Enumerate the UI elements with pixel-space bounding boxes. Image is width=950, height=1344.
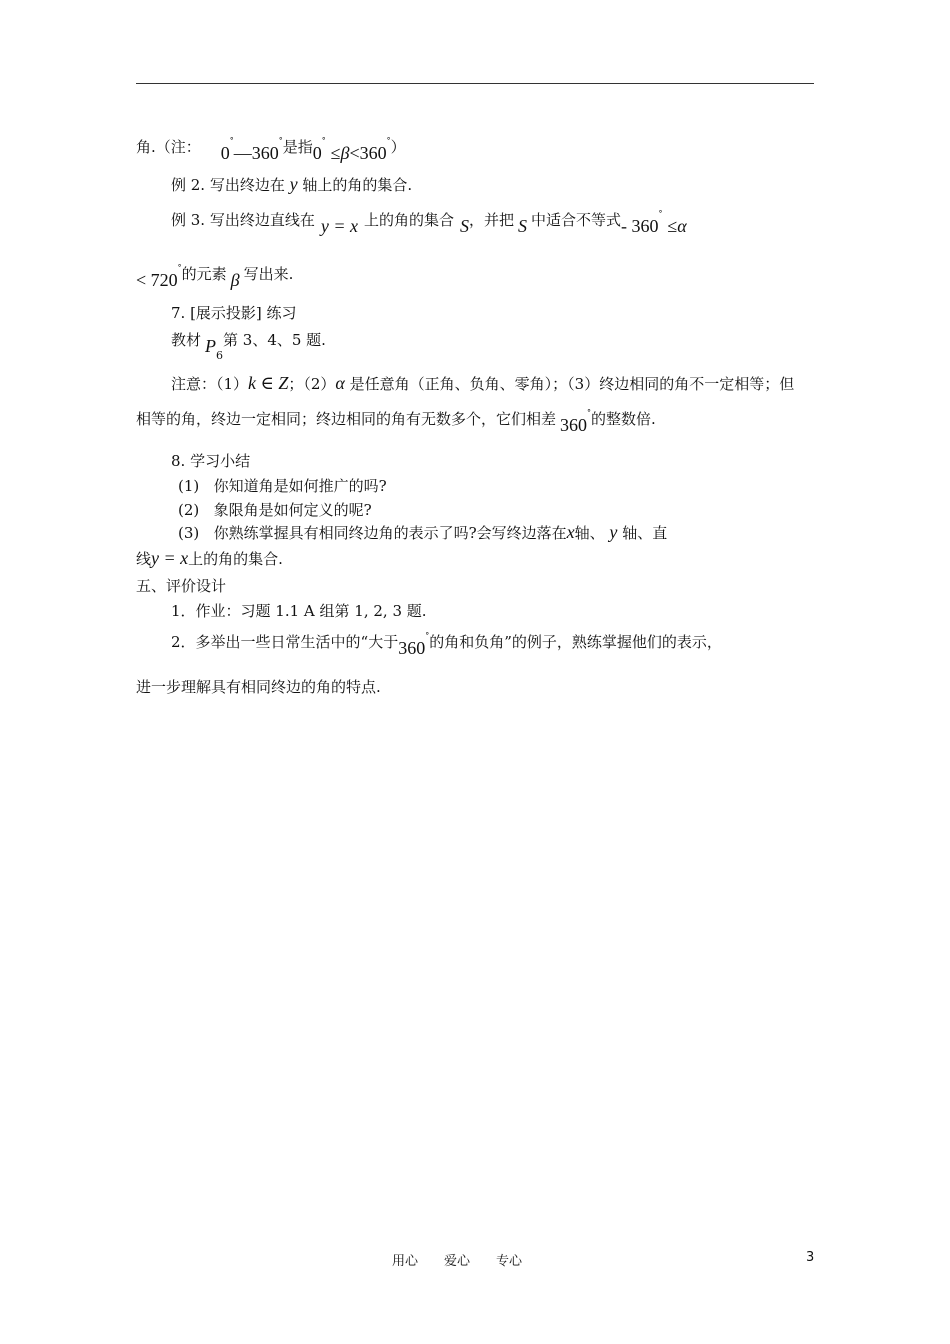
text: 你知道角是如何推广的吗?	[213, 477, 387, 495]
text: 的元素	[181, 265, 227, 283]
math: 6	[216, 349, 224, 362]
math: β	[340, 143, 350, 163]
summary-3-cont	[136, 548, 283, 569]
text: 写出来.	[243, 265, 294, 283]
text: ；（2）	[288, 375, 336, 393]
footer-slogan: 用心 爱心 专心	[392, 1254, 523, 1269]
text: 上的角的集合	[363, 211, 454, 229]
section-5	[136, 576, 226, 596]
math: 360	[398, 638, 426, 658]
math: < 720	[136, 270, 178, 290]
eval-2: 2．多举出一些日常生活中的“大于360°的角和负角”的例子，熟练掌握他们的表示，	[171, 631, 722, 658]
math: y	[289, 174, 298, 194]
text: 进一步理解具有相同终边的角的特点.	[136, 678, 381, 696]
math: β	[230, 270, 240, 290]
text: 轴、直	[622, 524, 668, 542]
math: k ∈ Z	[248, 373, 289, 393]
math: S	[460, 216, 469, 236]
text: 相等的角，终边一定相同；终边相同的角有无数多个，它们相差	[136, 410, 557, 428]
math: —	[233, 143, 252, 163]
text: 轴、	[574, 524, 605, 542]
eval-2-cont	[136, 677, 381, 697]
step-8	[171, 451, 250, 471]
notice-cont: 相等的角，终边一定相同；终边相同的角有无数多个，它们相差 360°的整数倍.	[136, 408, 656, 435]
text: 第 3、4、5 题.	[223, 331, 326, 349]
text: 是任意角（正角、负角、零角）；（3）终边相同的角不一定相等；但	[349, 375, 795, 393]
math: 360	[359, 143, 387, 163]
math: <	[349, 143, 360, 163]
math: α	[335, 373, 345, 393]
math: S	[518, 216, 528, 236]
text: (1)	[178, 477, 200, 495]
text: 1．作业：习题 1.1 A 组第 1, 2, 3 题.	[171, 602, 427, 620]
text: 的角和负角”的例子，熟练掌握他们的表示，	[429, 633, 722, 651]
math: y	[609, 522, 618, 542]
example-3-cont: < 720°的元素 β 写出来.	[136, 263, 294, 290]
math: ≤	[667, 216, 678, 236]
math: - 360	[621, 216, 659, 236]
text: ）	[390, 138, 406, 156]
example-3: 例 3. 写出终边直线在 y = x 上的角的集合 S，并把 S 中适合不等式- 360° ≤α	[171, 209, 687, 236]
math: 0	[220, 143, 230, 163]
page-number: 3	[806, 1250, 815, 1265]
text: 轴上的角的集合.	[302, 176, 413, 194]
text: 中适合不等式	[531, 211, 622, 229]
summary-1	[178, 476, 387, 496]
text: 注意：（1）	[171, 375, 249, 393]
notice-line	[171, 373, 794, 394]
text: 五、评价设计	[136, 577, 227, 595]
text: 角.（注：	[136, 138, 201, 156]
text: 例 3. 写出终边直线在	[171, 211, 315, 229]
text: 你熟练掌握具有相同终边角的表示了吗?会写终边落在	[213, 524, 567, 542]
text: 的整数倍.	[591, 410, 656, 428]
text: 8. 学习小结	[171, 452, 251, 470]
math: 360	[560, 415, 588, 435]
text: 上的角的集合.	[188, 550, 283, 568]
text: 象限角是如何定义的呢?	[213, 501, 372, 519]
math: y = x	[151, 548, 189, 568]
text: (2)	[178, 501, 200, 519]
math: x	[566, 522, 575, 542]
text: 2．多举出一些日常生活中的“大于	[171, 633, 399, 651]
text: 教材	[171, 331, 202, 349]
math: P	[205, 336, 217, 356]
text: 7. [展示投影] 练习	[171, 304, 297, 322]
text: 例 2. 写出终边在	[171, 176, 285, 194]
example-2	[171, 174, 412, 195]
summary-2	[178, 500, 372, 520]
textbook-line	[171, 329, 326, 362]
math: ≤	[330, 143, 341, 163]
text: ，并把	[469, 211, 515, 229]
header-rule	[136, 83, 814, 84]
summary-3	[178, 522, 667, 543]
math: 360	[251, 143, 279, 163]
math: 0	[312, 143, 322, 163]
text: 是指	[282, 138, 313, 156]
note-line: 角.（注： 0°—360°是指0° ≤β<360°）	[136, 136, 406, 163]
math: y = x	[320, 216, 358, 236]
step-7	[171, 303, 297, 323]
text: 线	[136, 550, 152, 568]
text: (3)	[178, 524, 200, 542]
math: α	[677, 216, 687, 236]
eval-1	[171, 601, 427, 621]
